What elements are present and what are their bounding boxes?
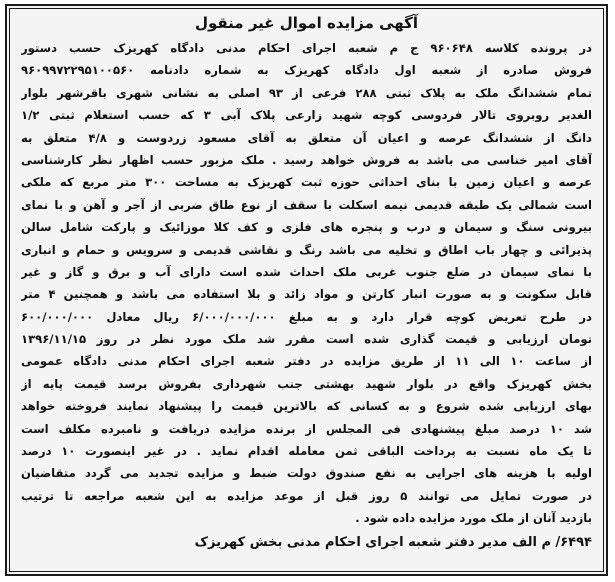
notice-title: آگهی مزایده اموال غیر منقول xyxy=(194,14,419,32)
notice-line: تمام ششدانگ ملک به پلاک ثبتی ۲۸۸ فرعی از ۹۳ اصلی به نشانی شهری باقرشهر بلوار xyxy=(21,85,592,100)
notice-line: بخش کهریزک واقع در بلوار شهید بهشتی جنب شهرداری بفروش برسد قیمت پایه از xyxy=(21,376,592,391)
notice-line: بیرونی سنگ و سیمان و درب و پنجره های فلزی و کف کلا موزائیک و پارکت شامل سالن xyxy=(21,220,592,235)
notice-line: الغدیر روبروی تالار فردوسی کوچه شهید زارعی پلاک آبی ۳ که حسب استعلام ثبتی ۱/۲ xyxy=(21,108,592,123)
legal-notice xyxy=(5,4,608,576)
notice-line: است شمالی یک طبقه قدیمی نیمه اسکلت با سقف از نوع طاق ضربی از آجر و آهن و با نمای xyxy=(21,197,592,212)
notice-line: بهای ارزیابی شده شروع و به کسانی که بالاترین قیمت را پیشنهاد نمایند فروخته خواهد xyxy=(21,399,592,414)
notice-line: در طرح تعریض کوچه قرار دارد و به مبلغ ۶/۰۰۰/۰۰۰/۰۰۰ ریال معادل ۶۰۰/۰۰۰/۰۰۰ xyxy=(21,309,592,324)
notice-line: قابل سکونت و به صورت انبار کارتن و مواد زائد و بلا استفاده می باشد و همچنین ۴ متر xyxy=(21,287,592,302)
notice-signature: ۶۴۹۴/ م الف مدیر دفتر شعبه اجرای احکام مدنی بخش کهریزک xyxy=(194,534,592,550)
notice-line: فروش صادره از شعبه اول دادگاه کهریزک به شماره دادنامه ۹۶۰۹۹۷۲۲۹۵۱۰۰۵۶۰ xyxy=(21,63,592,78)
notice-body xyxy=(21,37,592,530)
notice-line: شد ۱۰ درصد مبلغ پیشنهادی فی المجلس از برنده مزایده دریافت و نامبرده مکلف است xyxy=(21,421,592,436)
notice-line: در صورت تمایل می توانند ۵ روز قبل از موعد مزایده به این شعبه مراجعه تا ترتیب xyxy=(21,488,592,503)
notice-line: آقای امیر خناسی می باشد به فروش خواهد رسید . ملک مزبور حسب اظهار نظر کارشناسی xyxy=(21,152,592,167)
notice-line: تومان ارزیابی و قیمت گذاری شده است مقرر شد ملک مورد نظر در روز ۱۳۹۶/۱۱/۱۵ xyxy=(21,332,592,347)
notice-line: عرصه و اعیان زمین با بنای احداثی حوزه ثبت کهریزک به مساحت ۳۰۰ متر مربع که ملکی xyxy=(21,175,592,190)
notice-line: با نمای سیمان در ضلع جنوب غربی ملک احداث شده است دارای آب و برق و گاز و غیر xyxy=(21,264,592,279)
notice-line: بازدید آنان از ملک مورد مزایده داده شود . xyxy=(355,511,592,526)
notice-line: در پرونده کلاسه ۹۶۰۶۴۸ ج م شعبه اجرای احکام مدنی دادگاه کهریزک حسب دستور xyxy=(21,41,592,55)
notice-line: پذیرائی و چهار باب اطاق و تخلیه می باشد رنگ و نقاشی قدیمی و سرویس و حمام و انباری xyxy=(21,242,592,257)
notice-line: دانگ از ششدانگ عرصه و اعیان آن متعلق به آقای مسعود زردوست و ۴/۸ متعلق به xyxy=(21,130,592,145)
notice-line: از ساعت ۱۰ الی ۱۱ از طریق مزایده در دفتر شعبه اجرای احکام مدنی دادگاه عمومی xyxy=(21,354,592,369)
notice-line: اولیه با هزینه های اجرایی به نفع صندوق دولت ضبط و مزایده تجدید می گردد متقاضیان xyxy=(21,466,592,481)
notice-line: تا یک ماه نسبت به پرداخت الباقی ثمن معامله اقدام نماید . در غیر اینصورت ۱۰ درصد xyxy=(21,444,592,459)
